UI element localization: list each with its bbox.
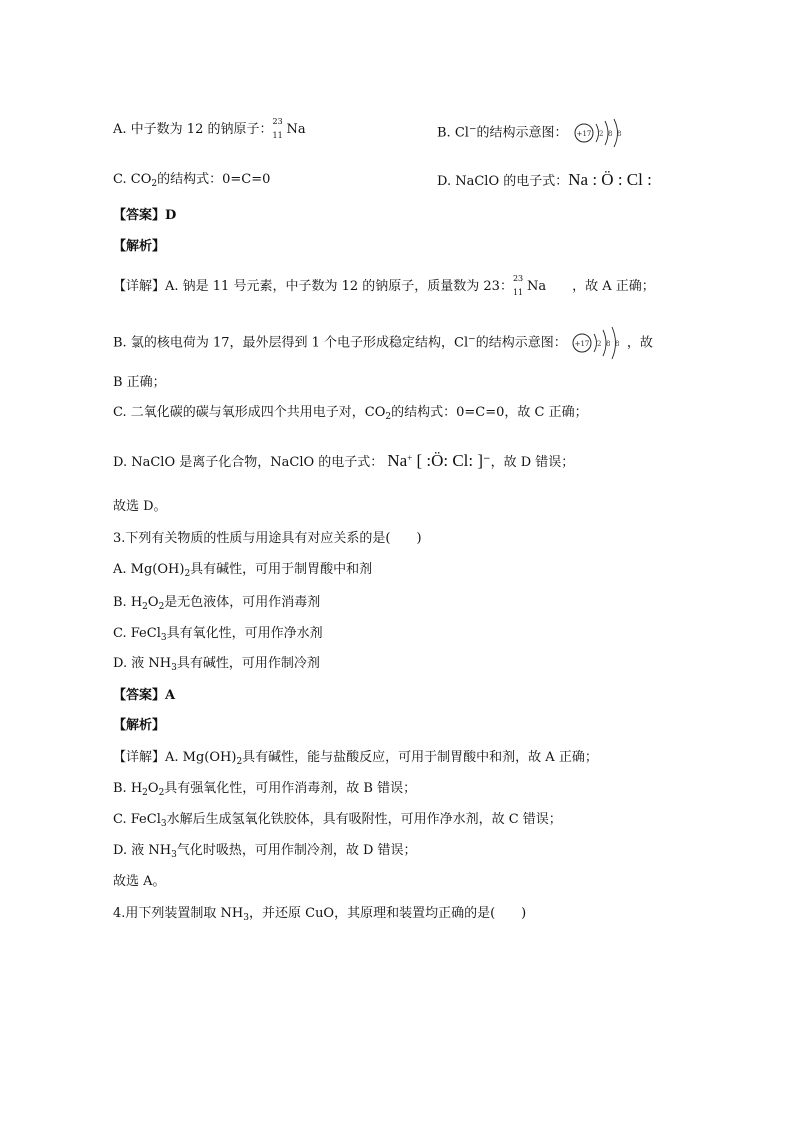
hypochlorite-electron-formula: [ :Ö: Cl: ]	[416, 451, 484, 470]
q3-option-a: A. $Mg(OH)_2$具有碱性，可用于制胃酸中和剂	[113, 562, 373, 579]
svg-text:8: 8	[614, 340, 620, 348]
chloride-ion-structure-diagram	[571, 326, 627, 360]
na-nuclide-symbol: 23 11	[512, 274, 524, 297]
naclo-electron-formula: Na : Ö : Cl :	[568, 170, 652, 189]
svg-text:+17: +17	[576, 130, 592, 138]
q2-option-c: C. $CO_2$的结构式：0=C=0	[113, 172, 271, 189]
svg-text:8: 8	[605, 340, 611, 348]
svg-text:2: 2	[598, 130, 604, 138]
q3-conclusion: 故选 A。	[113, 874, 166, 889]
q2-analysis-label: 【解析】	[113, 239, 166, 254]
svg-text:+17: +17	[574, 340, 590, 348]
q3-analysis-label: 【解析】	[113, 718, 166, 733]
q3-answer: 【答案】A	[113, 688, 176, 703]
q2-option-d: D. NaClO 的电子式：Na : Ö : Cl :	[437, 170, 652, 189]
chloride-ion-structure-diagram	[572, 118, 632, 148]
svg-text:8: 8	[616, 130, 622, 138]
q2-detail-b-cont: B 正确；	[113, 375, 166, 390]
svg-text:8: 8	[607, 130, 613, 138]
q4-stem: 4.用下列装置制取 $NH_3$，并还原 CuO，其原理和装置均正确的是( )	[113, 906, 527, 923]
q3-detail-d: D. 液 $NH_3$气化时吸热，可用作制冷剂，故 D 错误；	[113, 843, 417, 860]
q3-detail-c: C. FeCl$_3$水解后生成氢氧化铁胶体，具有吸附性，可用作净水剂，故 C 错误；	[113, 812, 562, 829]
q3-option-d: D. 液 $NH_3$具有碱性，可用作制冷剂	[113, 656, 320, 673]
q3-detail-b: B. $H_2O_2$具有强氧化性，可用作消毒剂，故 B 错误；	[113, 781, 417, 798]
q3-detail-a: 【详解】A. $Mg(OH)_2$具有碱性，能与盐酸反应，可用于制胃酸中和剂，故 A 正确；	[113, 750, 598, 767]
q3-option-c: C. FeCl$_3$具有氧化性，可用作净水剂	[113, 626, 323, 643]
na-ion: Na+	[387, 451, 413, 470]
q2-conclusion: 故选 D。	[113, 499, 167, 514]
q3-stem: 3.下列有关物质的性质与用途具有对应关系的是( )	[113, 531, 422, 546]
q2-option-b: B. Cl−的结构示意图： +17 2 8 8	[437, 118, 632, 148]
svg-text:2: 2	[596, 340, 602, 348]
q2-detail-d: D. NaClO 是离子化合物，NaClO 的电子式： Na+ [ :Ö: Cl: ]−，故 D 错误；	[113, 451, 575, 470]
q2-option-a: A. 中子数为 12 的钠原子： 23 11 Na	[113, 117, 306, 140]
na-nuclide-symbol: 23 11	[272, 117, 283, 140]
q2-detail-c: C. 二氧化碳的碳与氧形成四个共用电子对，$CO_2$的结构式：0=C=0，故 C 正确；	[113, 405, 588, 422]
q2-answer: 【答案】D	[113, 208, 177, 223]
q2-detail-b: B. 氯的核电荷为 17，最外层得到 1 个电子形成稳定结构，Cl−的结构示意图： +17 2 8 8 ，故	[113, 326, 653, 360]
q3-option-b: B. $H_2O_2$是无色液体，可用作消毒剂	[113, 595, 321, 612]
q2-detail-a: 【详解】A. 钠是 11 号元素，中子数为 12 的钠原子，质量数为 23： 23 11 Na ，故 A 正确；	[113, 274, 655, 297]
